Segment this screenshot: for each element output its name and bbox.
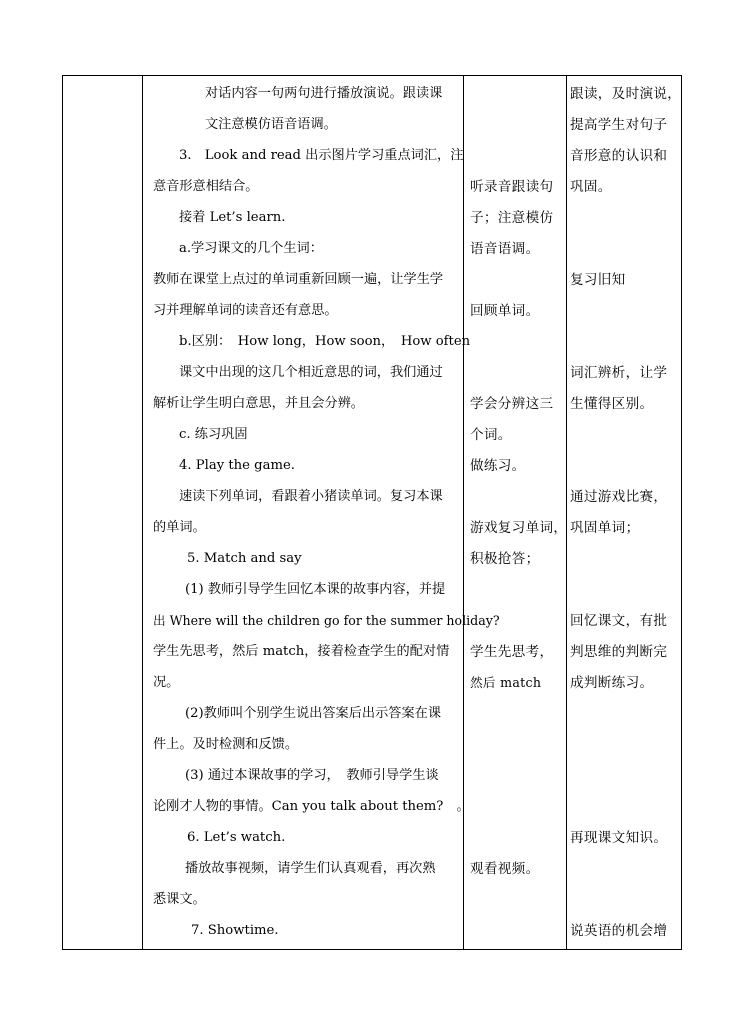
text-line: 7. Showtime. xyxy=(191,923,279,938)
text-line: 提高学生对句子 xyxy=(570,117,668,133)
text-line: 生懂得区别。 xyxy=(570,396,654,412)
text-line: 文注意模仿语音语调。 xyxy=(205,117,337,132)
text-line: 意音形意相结合。 xyxy=(153,179,259,194)
text-line: 播放故事视频，请学生们认真观看，再次熟 xyxy=(185,861,436,876)
text-line: 游戏复习单词， xyxy=(470,520,568,536)
column-divider xyxy=(142,76,143,949)
column-divider xyxy=(463,76,464,949)
text-line: 说英语的机会增 xyxy=(570,923,668,939)
text-line: 对话内容一句两句进行播放演说。跟读课 xyxy=(205,86,443,101)
text-line: 然后 match xyxy=(470,675,542,690)
text-line: 跟读，及时演说， xyxy=(570,86,682,102)
text-line: 听录音跟读句 xyxy=(470,179,554,195)
text-line: 词汇辨析，让学 xyxy=(570,365,668,381)
text-line: 个词。 xyxy=(470,427,512,443)
text-line: a.学习课文的几个生词： xyxy=(179,241,323,256)
text-line: b.区别： How long，How soon， How often xyxy=(179,334,471,349)
text-line: 接着 Let’s learn. xyxy=(179,210,286,225)
text-line: (3) 通过本课故事的学习， 教师引导学生谈 xyxy=(185,768,439,783)
text-line: 习并理解单词的读音还有意思。 xyxy=(153,303,338,318)
text-line: 复习旧知 xyxy=(570,272,626,288)
text-line: (1) 教师引导学生回忆本课的故事内容，并提 xyxy=(185,582,446,597)
text-line: 解析让学生明白意思，并且会分辨。 xyxy=(153,396,364,411)
text-line: 再现课文知识。 xyxy=(570,830,668,846)
text-line: 判思维的判断完 xyxy=(570,644,668,660)
text-line: 出 Where will the children go for the summer holiday? xyxy=(153,613,500,628)
text-line: 语音语调。 xyxy=(470,241,540,257)
text-line: 学生先思考，然后 match，接着检查学生的配对情 xyxy=(153,644,450,659)
text-line: 件上。及时检测和反馈。 xyxy=(153,737,299,752)
text-line: c. 练习巩固 xyxy=(179,427,248,442)
text-line: 论刚才人物的事情。Can you talk about them? 。 xyxy=(153,799,470,814)
text-line: 的单词。 xyxy=(153,520,206,535)
text-line: 学会分辨这三 xyxy=(470,396,554,412)
text-line: 回顾单词。 xyxy=(470,303,540,319)
text-line: (2)教师叫个别学生说出答案后出示答案在课 xyxy=(185,706,442,721)
text-line: 3. Look and read 出示图片学习重点词汇，注 xyxy=(179,148,464,163)
text-line: 巩固。 xyxy=(570,179,612,195)
text-line: 速读下列单词，看跟着小猪读单词。复习本课 xyxy=(179,489,443,504)
text-line: 回忆课文，有批 xyxy=(570,613,668,629)
text-line: 通过游戏比赛， xyxy=(570,489,668,505)
text-line: 学生先思考， xyxy=(470,644,554,660)
text-line: 观看视频。 xyxy=(470,861,540,877)
text-line: 悉课文。 xyxy=(153,892,206,907)
text-line: 巩固单词； xyxy=(570,520,640,536)
text-line: 课文中出现的这几个相近意思的词，我们通过 xyxy=(179,365,443,380)
text-line: 成判断练习。 xyxy=(570,675,654,691)
text-line: 6. Let’s watch. xyxy=(187,830,286,845)
text-line: 况。 xyxy=(153,675,180,690)
text-line: 做练习。 xyxy=(470,458,526,474)
text-line: 教师在课堂上点过的单词重新回顾一遍，让学生学 xyxy=(153,272,444,287)
text-line: 4. Play the game. xyxy=(179,458,295,473)
text-line: 积极抢答； xyxy=(470,551,540,567)
lesson-table xyxy=(62,75,682,950)
text-line: 音形意的认识和 xyxy=(570,148,668,164)
text-line: 5. Match and say xyxy=(187,551,302,566)
column-divider xyxy=(566,76,567,949)
text-line: 子；注意模仿 xyxy=(470,210,554,226)
